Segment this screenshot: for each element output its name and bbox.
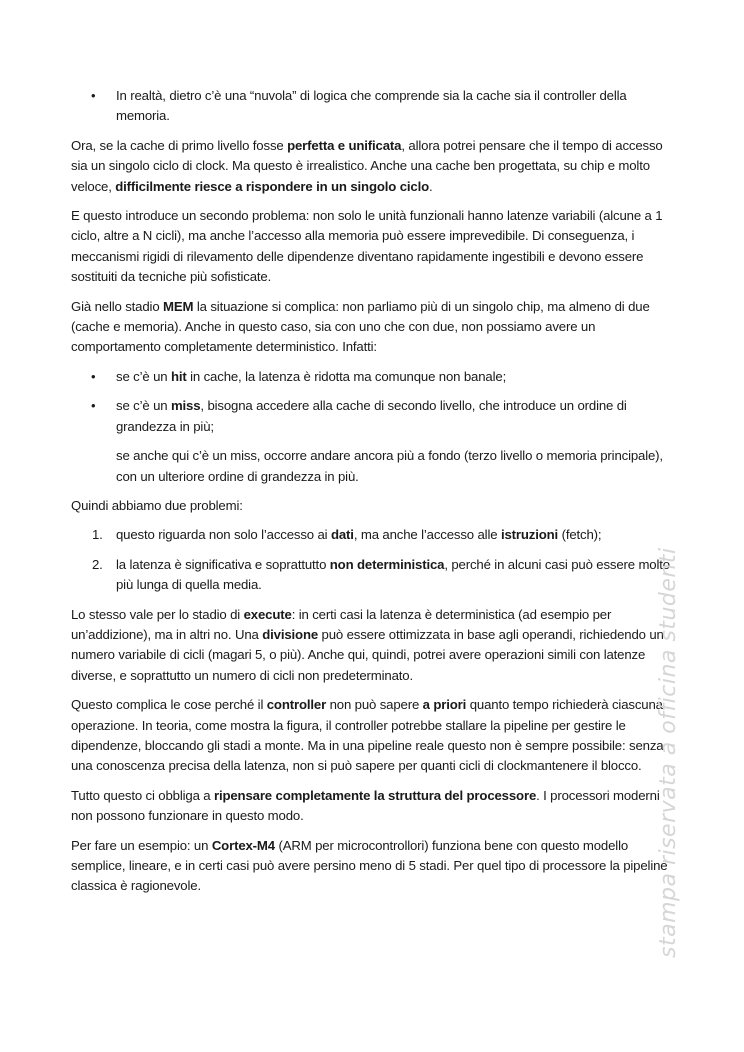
bold-text: hit [170, 368, 187, 384]
paragraph-second-problem: E questo introduce un secondo problema: non solo le unità funzionali hanno latenze variabili (alcune a 1 ciclo, altre a N cicli), ma anche l’accesso alla memoria può essere imprevedibile. Di conseguenza, i meccanismi rigidi di rilevamento delle dipendenze diventano rapidamente ingestibili e devono essere sostituiti da tecniche più sofisticate. [71, 208, 663, 285]
list-item: • se c’è un hit in cache, la latenza è ridotta ma comunque non banale; [71, 367, 673, 387]
list-item: • se c’è un miss, bisogna accedere alla cache di secondo livello, che introduce un ordine di grandezza in più; [71, 396, 673, 437]
paragraph-cortex-example: Per fare un esempio: un Cortex-M4 (ARM per microcontrollori) funziona bene con questo modello semplice, lineare, e in certi casi può avere persino meno di 5 stadi. Per quel tipo di processore la pipeline classica è ragionevole. [71, 837, 668, 894]
bold-text: ripensare completamente la struttura del processore [213, 787, 537, 803]
paragraph-execute-stage: Lo stesso vale per lo stadio di execute: in certi casi la latenza è deterministica (ad esempio per un’addizione), ma in altri no. Una divisione può essere ottimizzata in base agli operandi, richiedendo un numero variabile di cicli (magari 5, o più). Anche qui, quindi, potrei avere operazioni simili con latenze diverse, e soprattutto un numero di cicli non predeterminato. [71, 606, 664, 683]
bold-text: difficilmente riesce a rispondere in un singolo ciclo [115, 178, 430, 194]
bold-text: execute [243, 606, 292, 622]
paragraph-two-problems: Quindi abbiamo due problemi: [71, 497, 243, 513]
bold-text: a priori [422, 697, 467, 713]
list-item: 1. questo riguarda non solo l’accesso ai dati, ma anche l’accesso alle istruzioni (fetch); [71, 525, 673, 545]
bold-text: divisione [262, 626, 319, 642]
bold-text: istruzioni [500, 527, 559, 543]
bold-text: perfetta e unificata [287, 137, 402, 153]
bold-text: controller [266, 697, 327, 713]
list-number: 1. [92, 527, 103, 543]
paragraph-controller: Questo complica le cose perché il controller non può sapere a priori quanto tempo richiederà ciascuna operazione. In teoria, come mostra la figura, il controller potrebbe stallare la pipeline per gestire le dipendenze, bloccando gli stadi a monte. Ma in una pipeline reale questo non è sempre possibile: senza una conoscenza precisa della latenza, non si può sapere per quanti cicli di clockmantenere il blocco. [71, 697, 664, 774]
watermark: stampa riservata a officina studenti [656, 547, 681, 958]
bold-text: MEM [163, 298, 194, 314]
intro-bullet-list [71, 86, 673, 127]
mem-bullet-list [71, 367, 673, 437]
bold-text: non deterministica [329, 556, 445, 572]
bold-text: miss [170, 398, 201, 414]
list-number: 2. [92, 556, 103, 572]
paragraph-rethink-processor: Tutto questo ci obbliga a ripensare completamente la struttura del processore. I processori moderni non possono funzionare in questo modo. [71, 787, 660, 824]
paragraph-mem-stage: Già nello stadio MEM la situazione si complica: non parliamo più di un singolo chip, ma almeno di due (cache e memoria). Anche in questo caso, sia con uno che con due, non possiamo avere un comportamento completamente deterministico. Infatti: [71, 298, 650, 355]
paragraph-cache-perfect: Ora, se la cache di primo livello fosse perfetta e unificata, allora potrei pensare che il tempo di accesso sia un singolo ciclo di clock. Ma questo è irrealistico. Anche una cache ben progettata, su chip e molto veloce, difficilmente riesce a rispondere in un singolo ciclo. [71, 137, 663, 194]
list-item: • In realtà, dietro c’è una “nuvola” di logica che comprende sia la cache sia il controller della memoria. [71, 86, 673, 127]
bold-text: Cortex-M4 [211, 837, 275, 853]
list-item: 2. la latenza è significativa e soprattutto non deterministica, perché in alcuni casi può essere molto più lunga di quella media. [92, 556, 670, 593]
numbered-list [71, 525, 673, 595]
indented-paragraph: se anche qui c’è un miss, occorre andare ancora più a fondo (terzo livello o memoria principale), con un ulteriore ordine di grandezza in più. [116, 448, 663, 484]
document-page [71, 86, 673, 906]
bold-text: dati [330, 527, 354, 543]
